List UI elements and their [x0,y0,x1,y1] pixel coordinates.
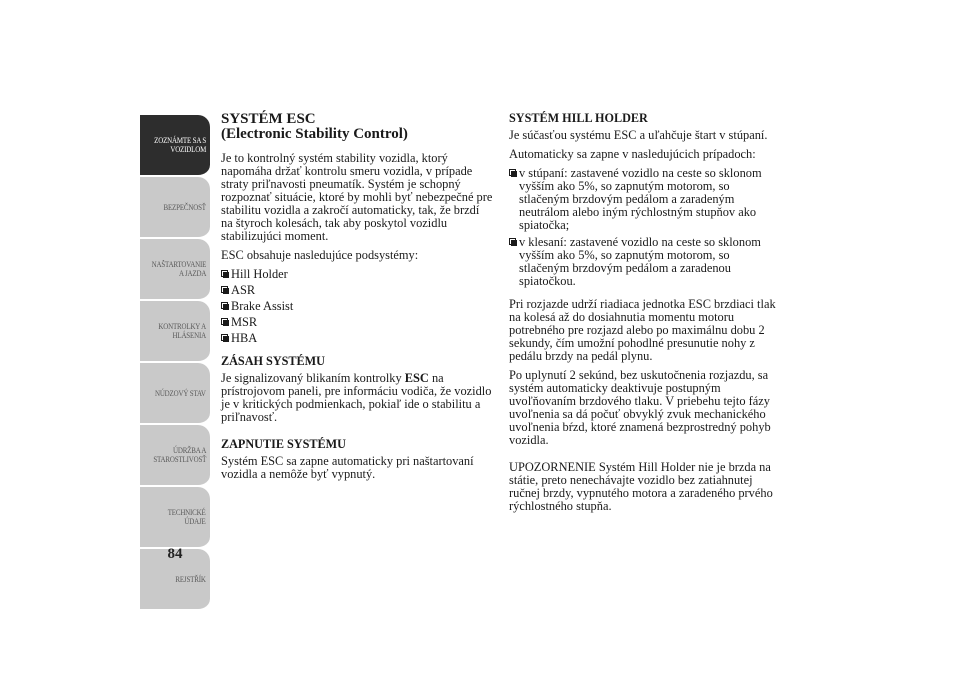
hill-holder-start: Pri rozjazde udrží riadiaca jednotka ESC brzdiaci tlak na kolesá až do dosiahnutia momentu motoru potrebného pre rozjazd alebo po maximálnu dobu 2 sekundy, čím umožní pohodlné presunutie nohy z pedálu brzdy na pedál plynu. [509,297,776,363]
subsystems-intro: ESC obsahuje nasledujúce podsystémy: [221,248,419,262]
page-title [221,112,493,142]
page-number: 84 [167,546,183,562]
bullet-icon [221,270,228,277]
list-item-text: Hill Holder [231,267,288,281]
tab-technicke-udaje[interactable] [140,487,210,549]
list-item-text: v klesaní: zastavené vozidlo na ceste so sklonom vyšším ako 5%, so zapnutým motorom, so stlačeným brzdovým pedálom a zaradenou spiatočkou. [519,235,761,288]
tab-nastartovanie-a-jazda[interactable] [140,239,210,301]
list-item-text: ASR [231,283,256,297]
list-item-text: MSR [231,315,258,329]
hill-holder-cases [509,167,781,288]
bullet-icon [221,286,228,293]
esc-intro: Je to kontrolný systém stability vozidla, ktorý napomáha držať kontrolu smeru vozidla, v prípade straty priľnavosti pneumatík. Systém je schopný rozpoznať situácie, ktoré by mohli byť nebezpečné pre stabilitu vozidla a zakročí automaticky, tak, že brzdí na štyroch kolesách, tak aby poskytol vozidlu stabilizujúci moment. [221,151,493,243]
tab-label: REJSTŘÍK [175,574,206,584]
list-item [509,236,781,288]
activation-text: Systém ESC sa zapne automaticky pri naštartovaní vozidla a nemôže byť vypnutý. [221,454,474,481]
bullet-icon [221,302,228,309]
hill-holder-cases-intro: Automaticky sa zapne v nasledujúcich prípadoch: [509,147,756,161]
intervention-text-post: na prístrojovom paneli, pre informáciu vodiča, že vozidlo je v kritických podmienkach, pokiaľ ide o stabilitu a priľnavosť. [221,371,492,424]
left-column [221,112,493,487]
tab-nudzovy-stav[interactable] [140,363,210,425]
bullet-icon [221,334,228,341]
intervention-text-pre: Je signalizovaný blikaním kontrolky [221,371,405,385]
list-item [509,167,781,232]
tab-udrzba-a-starostlivost[interactable] [140,425,210,487]
esc-warning-light-label: ESC [404,371,429,385]
list-item-text: v stúpaní: zastavené vozidlo na ceste so sklonom vyšším ako 5%, so zapnutým motorom, so stlačeným brzdovým pedálom a zaradeným neutrálom alebo iným rýchlostným stupňov ako spiatočka; [519,166,762,232]
activation-heading: ZAPNUTIE SYSTÉMU [221,437,346,451]
tab-label: ZOZNÁMTE SA S VOZIDLOM [154,136,206,154]
tab-label: BEZPEČNOSŤ [163,202,206,212]
list-item [221,284,493,297]
tab-label: NAŠTARTOVANIE A JAZDA [151,260,206,278]
tab-label: TECHNICKÉ ÚDAJE [168,508,206,526]
tab-label: KONTROLKY A HLÁSENIA [158,322,206,340]
bullet-icon [509,238,516,245]
list-item [221,268,493,281]
hill-holder-release: Po uplynutí 2 sekúnd, bez uskutočnenia rozjazdu, sa systém automaticky deaktivuje postupným uvoľňovaním brzdového tlaku. V priebehu tejto fázy uvoľnenia sa dá počuť obvyklý zvuk mechanického uvoľnenia bŕzd, ktoré znamená bezprostredný pohyb vozidla. [509,368,771,447]
bullet-icon [221,318,228,325]
list-item [221,300,493,313]
tab-zoznamte-sa-s-vozidlom[interactable] [140,115,210,177]
subsystems-list [221,268,493,345]
title-line-2: (Electronic Stability Control) [221,126,408,142]
hill-holder-heading: SYSTÉM HILL HOLDER [509,111,648,125]
intervention-text [221,372,493,424]
intervention-heading: ZÁSAH SYSTÉMU [221,354,325,368]
hill-holder-intro: Je súčasťou systému ESC a uľahčuje štart v stúpaní. [509,128,768,142]
tab-kontrolky-a-hlasenia[interactable] [140,301,210,363]
title-line-1: SYSTÉM ESC [221,111,316,127]
list-item-text: HBA [231,331,258,345]
tab-label: ÚDRŽBA A STAROSTLIVOSŤ [153,446,206,464]
list-item [221,332,493,345]
tab-label: NÚDZOVÝ STAV [155,388,206,398]
list-item [221,316,493,329]
list-item-text: Brake Assist [231,299,294,313]
hill-holder-warning: UPOZORNENIE Systém Hill Holder nie je brzda na státie, preto nenechávajte vozidlo bez zatiahnutej ručnej brzdy, vypnutého motora a zaradeného prvého rýchlostného stupňa. [509,460,773,513]
tab-bezpecnost[interactable] [140,177,210,239]
right-column [509,112,781,519]
bullet-icon [509,169,516,176]
